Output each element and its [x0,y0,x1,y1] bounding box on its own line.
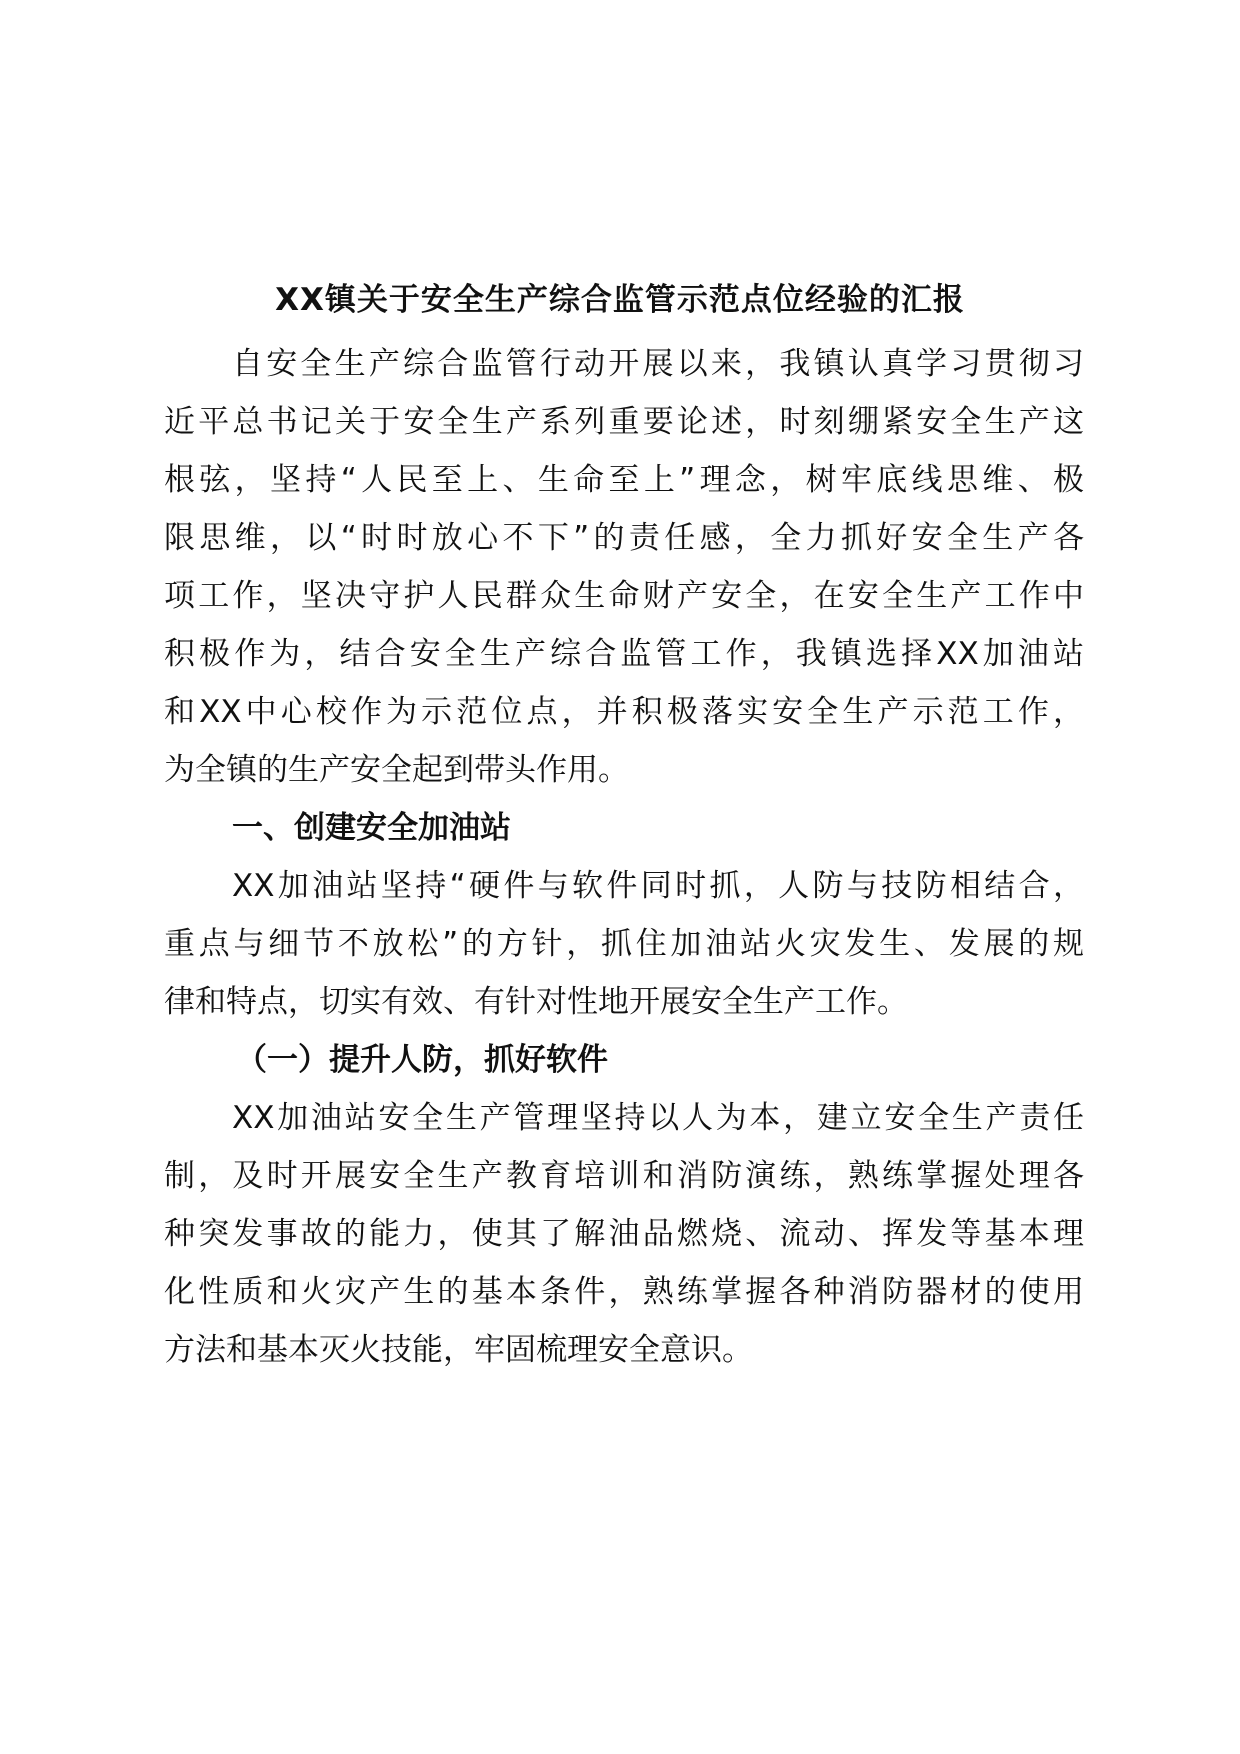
intro-line: 和XX中心校作为示范位点，并积极落实安全生产示范工作， [164,694,1084,730]
subsection-heading: （一）提升人防，抓好软件 [236,1042,608,1078]
intro-line: 根弦，坚持“人民至上、生命至上”理念，树牢底线思维、极 [164,462,1084,498]
intro-line: 限思维，以“时时放心不下”的责任感，全力抓好安全生产各 [164,520,1084,556]
intro-line: 积极作为，结合安全生产综合监管工作，我镇选择XX加油站 [164,636,1084,672]
section1-line: XX加油站坚持“硬件与软件同时抓，人防与技防相结合， [232,868,1084,904]
intro-line: 项工作，坚决守护人民群众生命财产安全，在安全生产工作中 [164,578,1084,614]
intro-line: 近平总书记关于安全生产系列重要论述，时刻绷紧安全生产这 [164,404,1084,440]
subsection1-line: 制，及时开展安全生产教育培训和消防演练，熟练掌握处理各 [164,1158,1084,1194]
subsection1-line: 方法和基本灭火技能，牢固梳理安全意识。 [164,1332,753,1368]
document-title: XX镇关于安全生产综合监管示范点位经验的汇报 [275,282,965,318]
section-heading: 一、创建安全加油站 [232,810,511,846]
intro-line: 自安全生产综合监管行动开展以来，我镇认真学习贯彻习 [232,346,1084,382]
subsection1-line: 化性质和火灾产生的基本条件，熟练掌握各种消防器材的使用 [164,1274,1084,1310]
subsection1-line: XX加油站安全生产管理坚持以人为本，建立安全生产责任 [232,1100,1084,1136]
section1-line: 律和特点，切实有效、有针对性地开展安全生产工作。 [164,984,908,1020]
subsection1-line: 种突发事故的能力，使其了解油品燃烧、流动、挥发等基本理 [164,1216,1084,1252]
section1-line: 重点与细节不放松”的方针，抓住加油站火灾发生、发展的规 [164,926,1084,962]
intro-line: 为全镇的生产安全起到带头作用。 [164,752,629,788]
